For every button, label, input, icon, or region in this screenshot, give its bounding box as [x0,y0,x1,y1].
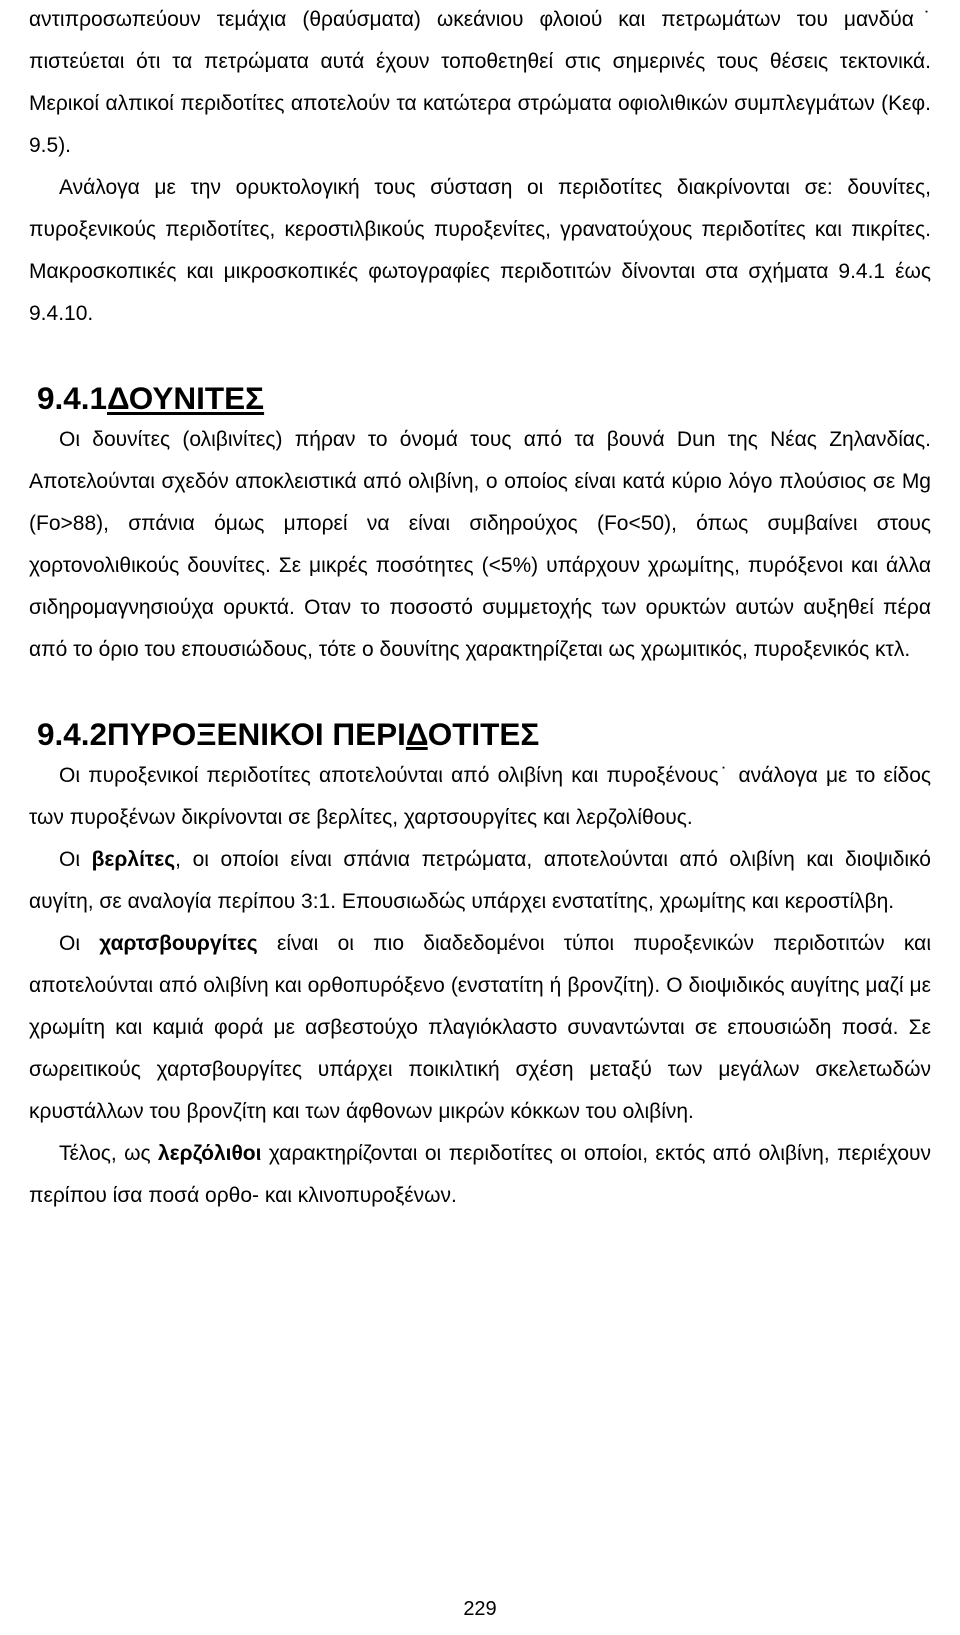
section-title-part: ΟΤΙΤΕΣ [427,716,540,752]
term-harzburgites: χαρτσβουργίτες [99,932,258,955]
text-run: Οι [59,848,92,871]
section-number: 9.4.1 [37,380,108,416]
paragraph-mineral-classes: Ανάλογα με την ορυκτολογική τους σύσταση οι περιδοτίτες διακρίνονται σε: δουνίτες, πυροξενικούς περιδοτίτες, κεροστιλβικούς πυροξενίτες, γρανατούχους περιδοτίτες και πικρίτες. Μακροσκοπικές και μικροσκοπικές φωτογραφίες περιδοτιτών δίνονται στα σχήματα 9.4.1 έως 9.4.10. [29,176,931,325]
paragraph-intro-continued: αντιπροσωπεύουν τεμάχια (θραύσματα) ωκεάνιου φλοιού και πετρωμάτων του μανδύα˙ πιστεύεται ότι τα πετρώματα αυτά έχουν τοποθετηθεί στις σημερινές τους θέσεις τεκτονικά. Μερικοί αλπικοί περιδοτίτες αποτελούν τα κατώτερα στρώματα οφιολιθικών συμπλεγμάτων (Κεφ. 9.5). [29,8,931,157]
paragraph-pyroxene-intro: Οι πυροξενικοί περιδοτίτες αποτελούνται από ολιβίνη και πυροξένους˙ ανάλογα με το είδος των πυροξένων δικρίνονται σε βερλίτες, χαρτσουργίτες και λερζολίθους. [29,764,931,829]
text-run: Τέλος, ως [59,1142,158,1165]
paragraph-berlites [29,839,931,923]
term-berlites: βερλίτες [91,848,176,871]
paragraph-dunites: Οι δουνίτες (ολιβινίτες) πήραν το όνομά τους από τα βουνά Dun της Νέας Ζηλανδίας. Αποτελούνται σχεδόν αποκλειστικά από ολιβίνη, ο οποίος είναι κατά κύριο λόγο πλούσιος σε Mg (Fo>88), σπάνια όμως μπορεί να είναι σιδηρούχος (Fo<50), όπως συμβαίνει στους χορτονολιθικούς δουνίτες. Σε μικρές ποσότητες (<5%) υπάρχουν χρωμίτης, πυρόξενοι και άλλα σιδηρομαγνησιούχα ορυκτά. Οταν το ποσοστό συμμετοχής των ορυκτών αυτών αυξηθεί πέρα από το όριο του επουσιώδους, τότε ο δουνίτης χαρακτηρίζεται ως χρωμιτικός, πυροξενικός κτλ. [29,428,931,661]
term-lherzolites: λερζόλιθοι [157,1142,262,1165]
text-run: , οι οποίοι είναι σπάνια πετρώματα, αποτελούνται από ολιβίνη και διοψιδικό αυγίτη, σε αναλογία περίπου 3:1. Επουσιωδώς υπάρχει ενστατίτης, χρωμίτης και κεροστίλβη. [29,848,931,913]
section-title-underlined-letter: Δ [405,716,428,752]
spacer [29,335,931,377]
section-title-part: ΠΥΡΟΞΕΝΙΚΟΙ ΠΕΡΙ [107,716,406,752]
section-title: ΔΟΥΝΙΤΕΣ [107,380,265,416]
paragraph-lherzolites [29,1133,931,1217]
section-number: 9.4.2 [37,716,108,752]
paragraph-harzburgites [29,923,931,1133]
spacer [29,671,931,713]
text-column [29,0,931,1217]
text-run: χαρακτηρίζονται οι περιδοτίτες οι οποίοι, εκτός από ολιβίνη, περιέχουν περίπου ίσα ποσά ορθο- και κλινοπυροξένων. [29,1142,931,1207]
text-run: είναι οι πιο διαδεδομένοι τύποι πυροξενικών περιδοτιτών και αποτελούνται από ολιβίνη και ορθοπυρόξενο (ενστατίτη ή βρονζίτη). Ο διοψιδικός αυγίτης μαζί με χρωμίτη και καμιά φορά με ασβεστούχο πλαγιόκλαστο συναντώνται σε επουσιώδη ποσά. Σε σωρειτικούς χαρτσβουργίτες υπάρχει ποικιλτική σχέση μεταξύ των μεγάλων σκελετωδών κρυστάλλων του βρονζίτη και των άφθονων μικρών κόκκων του ολιβίνη. [29,932,931,1123]
page-number: 229 [463,1598,497,1620]
section-heading-dunites [29,377,931,419]
section-heading-pyroxene-peridotites [29,713,931,755]
text-run: Οι [59,932,100,955]
